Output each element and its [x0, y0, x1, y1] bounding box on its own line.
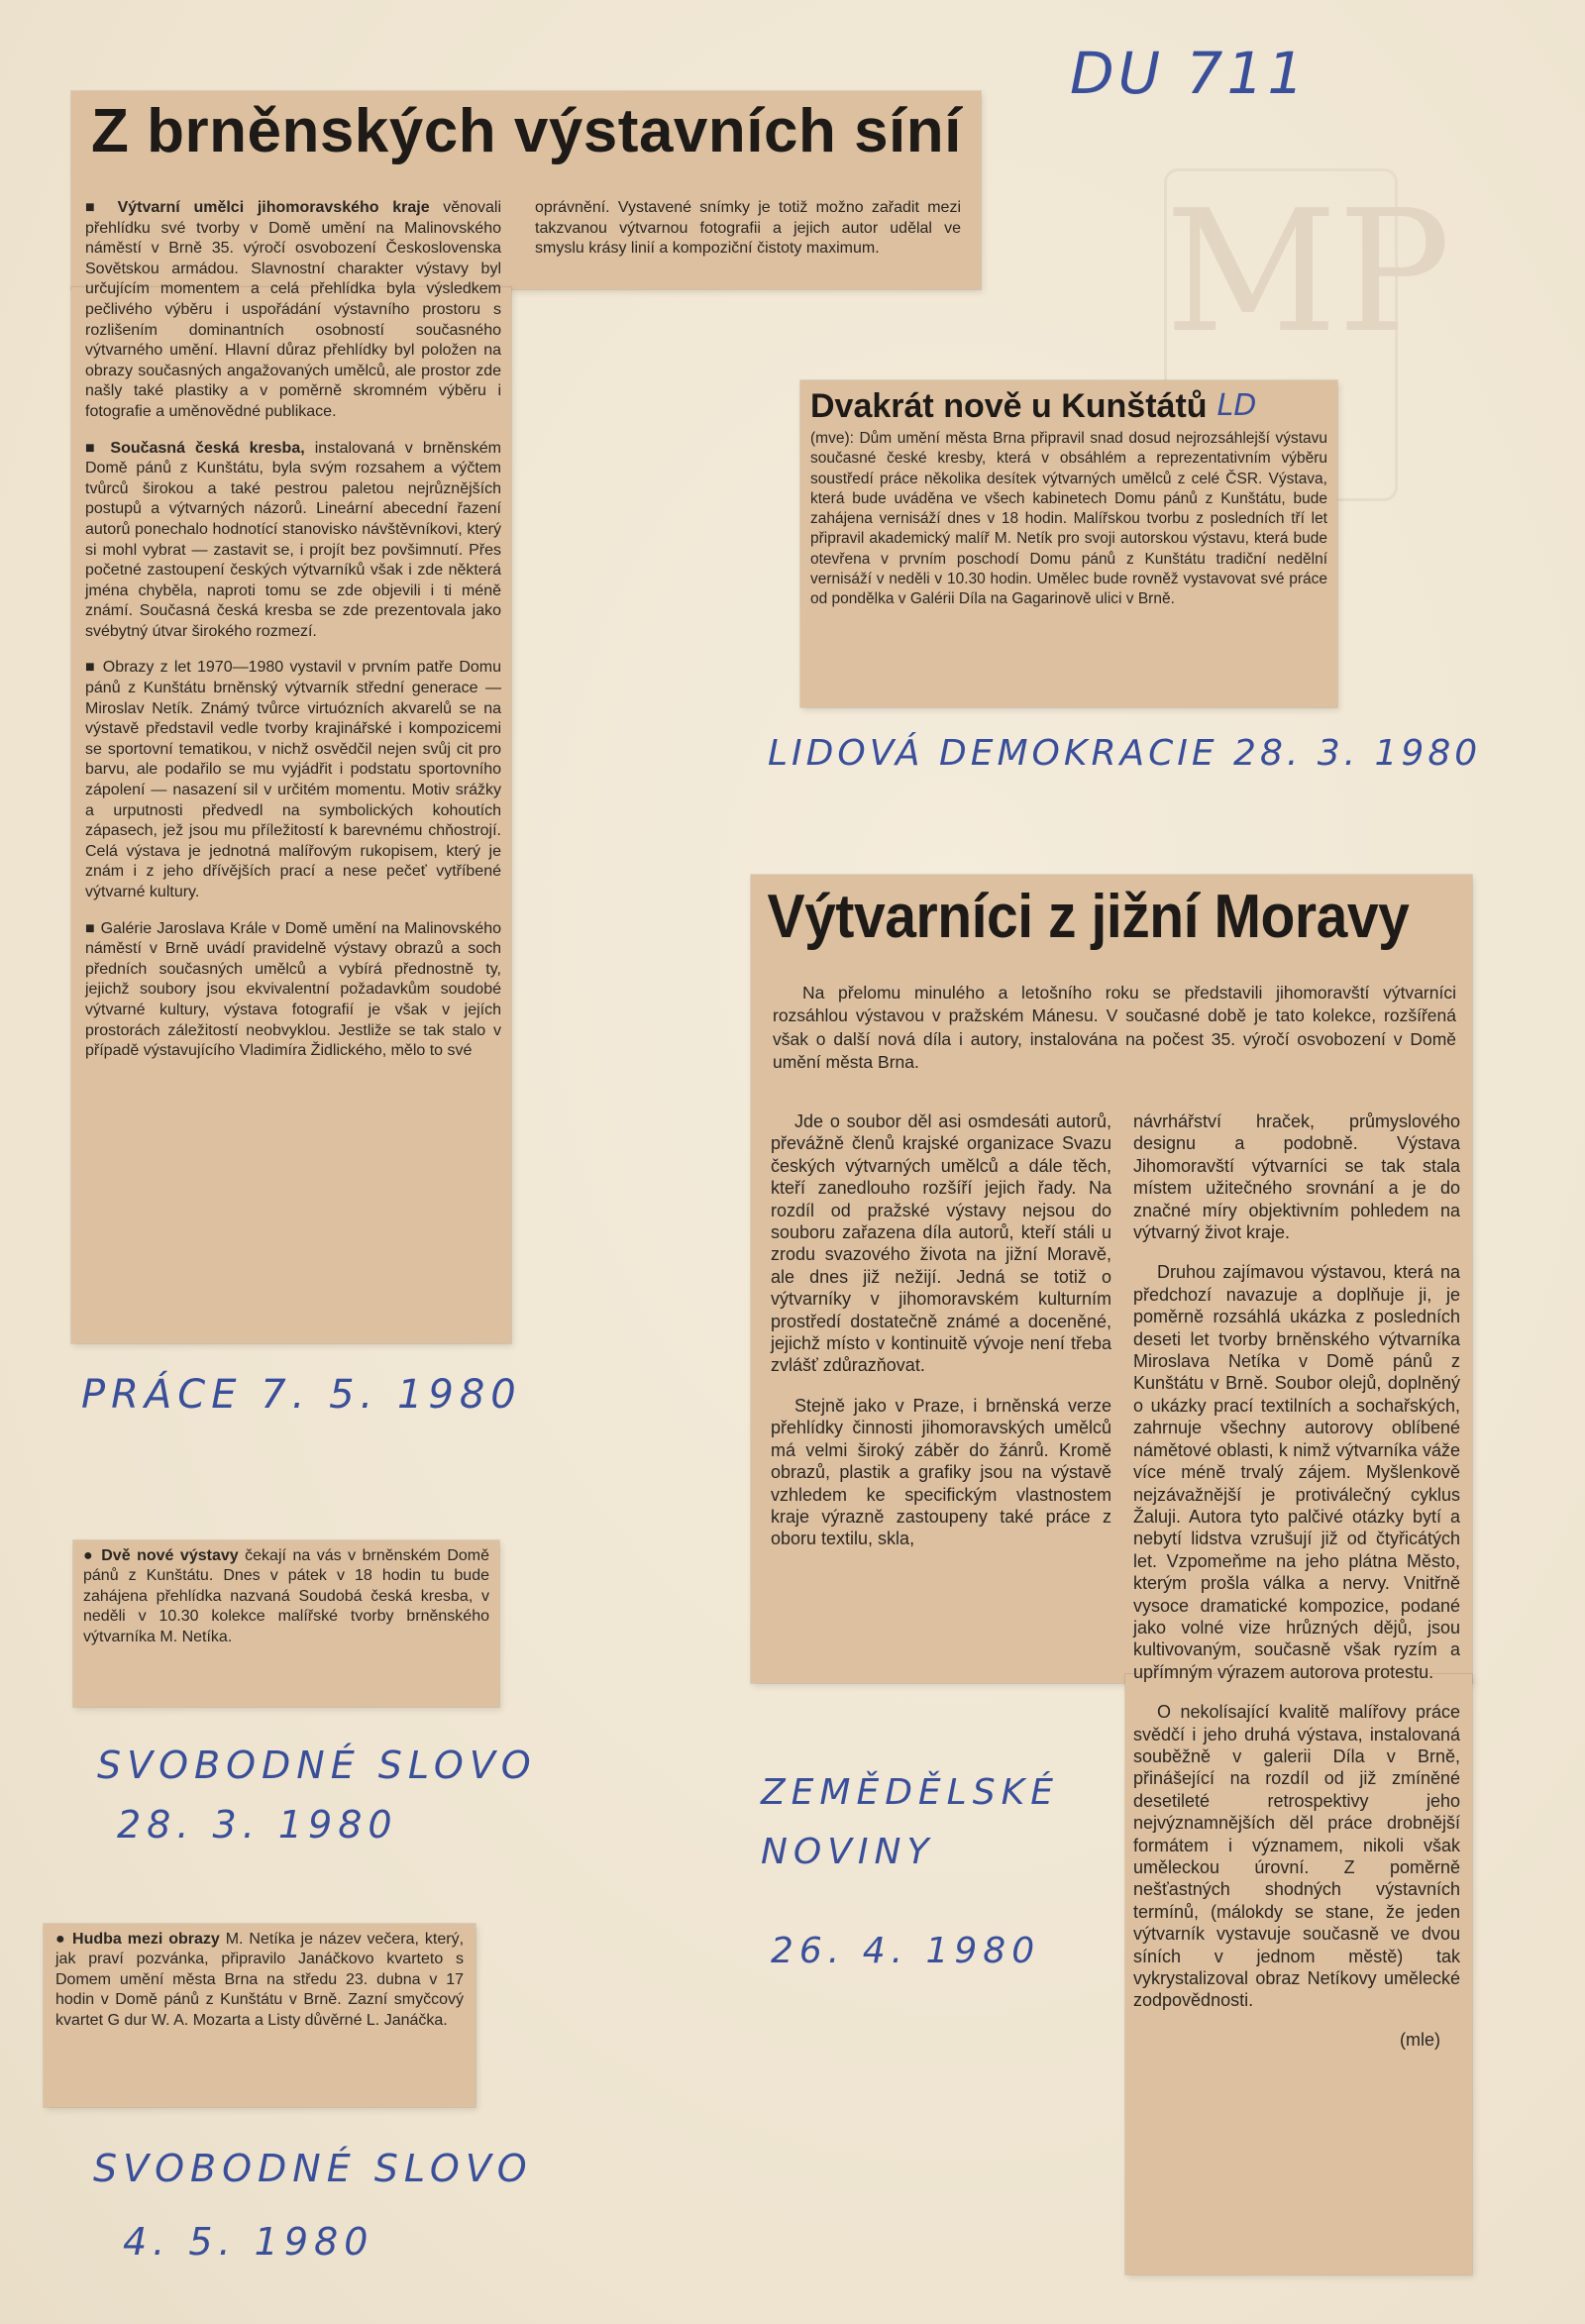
paragraph-text: Galérie Jaroslava Krále v Domě umění na Malinovského náměstí v Brně uvádí pravidelně výstavy obrazů a soch předních současných umělců a vybírá přednostně ty, jejichž soubory jsou ekvivalentní požadavkům soudobé výtvarné kultury, výstava fotografií je však v jejích prostorách záležitostí neobvyklou. Jestliže se tak stalo v případě výstavujícího Vladimíra Židlického, mělo to své [85, 919, 502, 1060]
clipping-dve-nove-vystavy [73, 1540, 499, 1707]
paragraph [83, 1546, 489, 1647]
clipping-dvakrat-nove [800, 380, 1337, 707]
source-date: 4. 5. 1980 [123, 2220, 374, 2264]
paragraph-text: věnovali přehlídku své tvorby v Domě umění na Malinovského náměstí v Brně 35. výročí osvobození Československa Sovětskou armádou. Slavnostní charakter výstavy byl určujícím momentem a celá přehlídka byla výsledkem pečlivého výběru i uspořádání výstavního prostoru s rozlišením dominantních osobností současného výtvarného umění. Hlavní důraz přehlídky byl položen na obrazy současných angažovaných umělců, ale prostor zde našly také plastiky a v poměrně skromném výběru i fotografie a uměnovědné publikace. [85, 199, 501, 420]
column-1 [771, 1093, 1111, 1568]
handwritten-source-lidova-demokracie: LIDOVÁ DEMOKRACIE 28. 3. 1980 [768, 733, 1482, 774]
column-1 [85, 182, 501, 1078]
watermark-seal: MP [1165, 174, 1451, 370]
lead-paragraph: Na přelomu minulého a letošního roku se představili jihomoravští výtvarníci rozsáhlou výstavou v pražském Mánesu. V současné době je tato kolekce, rozšířená však o další nová díla i autory, instalována na počest 35. výročí osvobození v Domě umění města Brna. [773, 982, 1456, 1072]
paragraph-lead: Výtvarní umělci jihomoravského kraje [117, 199, 430, 216]
signature: (mle) [1400, 2029, 1440, 2050]
handwritten-source-svobodne-slovo-1 [97, 1736, 537, 1854]
column-2 [535, 182, 961, 275]
paragraph [85, 919, 501, 1062]
paragraph: oprávnění. Vystavené snímky je totiž možno zařadit mezi takzvanou výtvarnou fotografii a jejich autor udělal ve smyslu krásy linií a kompoziční čistoty maximum. [535, 199, 961, 258]
source-name: SVOBODNÉ SLOVO [93, 2147, 533, 2190]
headline: Výtvarníci z jižní Moravy [767, 883, 1410, 951]
paragraph: návrhářství hraček, průmyslového designu a podobně. Výstava Jihomoravští výtvarníci se tak stala místem užitečného srovnání a je do značné míry objektivním pohledem na výtvarný život kraje. [1133, 1111, 1460, 1243]
source-date: 26. 4. 1980 [771, 1931, 1041, 1971]
column-2 [1133, 1093, 1460, 2067]
source-name: SVOBODNÉ SLOVO [97, 1743, 537, 1787]
paragraph-lead: Dvě nové výstavy [101, 1547, 239, 1564]
source-name-line-1: ZEMĚDĚLSKÉ [761, 1772, 1059, 1813]
source-name-line-2: NOVINY [761, 1832, 935, 1872]
source-date: 28. 3. 1980 [117, 1803, 398, 1847]
headline: Dvakrát nově u Kunštátů [810, 386, 1208, 425]
handwritten-source-svobodne-slovo-2 [93, 2132, 533, 2278]
clipping-hudba-mezi-obrazy [44, 1924, 476, 2107]
archive-mark: DU 711 [1070, 40, 1309, 107]
clipping-1-content [71, 91, 981, 1060]
paragraph-lead: Současná česká kresba, [110, 439, 305, 457]
handwritten-mark: LD [1216, 388, 1257, 423]
paragraph: Stejně jako v Praze, i brněnská verze přehlídky činnosti jihomoravských umělců má velmi široký záběr do žánrů. Kromě obrazů, plastik a grafiky jsou na výstavě vzhledem ke specifickým vlastnostem kraje výrazně zastoupeny také práce z oboru textilu, skla, [771, 1395, 1111, 1549]
paragraph: Jde o soubor děl asi osmdesáti autorů, převážně členů krajské organizace Svazu českých výtvarných umělců a dále těch, kteří zanedlouho rozšíří jejich řady. Na rozdíl od pražské výstavy nejsou do souboru zařazena díla autorů, kteří stáli u zrodu svazového života na jižní Moravě, ale dnes již nežijí. Jedná se totiž o výtvarníky v jihomoravském kulturním prostředí dostatečně známé a doceněné, jejichž místo v kontinuitě vývoje není třeba zvlášť zdůrazňovat. [771, 1111, 1111, 1376]
paragraph-lead: Hudba mezi obrazy [72, 1931, 220, 1948]
paragraph [85, 198, 501, 423]
paragraph-text: instalovaná v brněnském Domě pánů z Kunštátu, byla svým rozsahem a výčtem tvůrců širokou a také pestrou paletou nejrůznějších postupů a výtvarných názorů. Lineární abecední řazení autorů ponechalo hodnotící stanovisko návštěvníkovi, který si mohl vybrat — zastavit se, i projít bez povšimnutí. Přes početné zastoupení českých výtvarníků však i zde některá jména chyběla, naproti tomu se zde objevili i ti méně známí. Současná česká kresba se zde prezentovala jako svébytný útvar širokého rozmezí. [85, 439, 502, 640]
paragraph: Druhou zajímavou výstavou, která na předchozí navazuje a doplňuje ji, je poměrně rozsáhlá ukázka z posledních deseti let tvorby brněnského výtvarníka Miroslava Netíka v Domě pánů z Kunštátu v Brně. Soubor olejů, doplněný o ukázky prací textilních a sochařských, zahrnuje všechny autorovy oblíbené námětové oblasti, k nimž výtvarníka váže více méně trvalý zájem. Myšlenkově nejzávažnější je protiválečný cyklus Žaluji. Autora tyto palčivé otázky bytí a nebytí lidstva vzrušují již od čtyřicátých let. Vzpomeňme na jeho plátna Město, kterým prošla válka a nervy. Vnitřně vysoce dramatické kompozice, podané jako volné vize hrůzných dějů, jsou kultivovaným, současně však ryzím a upřímným výrazem autorova protestu. [1133, 1262, 1460, 1682]
paragraph [55, 1930, 464, 2031]
paragraph-text: Obrazy z let 1970—1980 vystavil v prvním patře Domu pánů z Kunštátu brněnský výtvarník střední generace — Miroslav Netík. Známý tvůrce virtuózních akvarelů se na výstavě představil vedle tvorby krajinářské i kompozicemi se sportovní tematikou, v nichž osvědčil nejen svůj cit pro barvu, ale podařilo se mu vyjádřit i podstatu sportovního zápolení — nasazení sil v určitém momentu. Motiv srážky a urputnosti předvedl na symbolických kohoutích zápasech, jež jsou mu příležitostí k barevnému chňostrojí. Celá výstava je jednotná malířovým rukopisem, který je znám i z jeho dřívějších prací a nese pečeť vytříbené výtvarné kultury. [85, 659, 502, 900]
handwritten-source-prace: PRÁCE 7. 5. 1980 [81, 1372, 522, 1418]
paragraph-text: M. Netíka je název večera, který, jak praví pozvánka, připravilo Janáčkovo kvarteto s Domem umění města Brna na středu 23. dubna v 17 hodin v Domě pánů z Kunštátu v Brně. Zazní smyčcový kvartet G dur W. A. Mozarta a Listy důvěrné L. Janáčka. [55, 1931, 465, 2029]
paragraph [85, 439, 501, 643]
headline: Z brněnských výstavních síní [91, 97, 962, 165]
paragraph [85, 658, 501, 902]
paragraph: O nekolísající kvalitě malířovy práce svědčí i jeho druhá výstava, instalovaná souběžně v galerii Díla v Brně, přinášející na rozdíl od již zmíněné desetileté retrospektivy jeho nejvýznamnějších děl práce drobnější formátem i významem, nikoli však uměleckou úrovní. Z poměrně nešťastných shodných výstavních termínů, (málokdy se stane, že jeden výtvarník vystavuje současně ve dvou síních v jednom městě) tak vykrystalizoval obraz Netíkovy umělecké zodpovědnosti. [1133, 1702, 1460, 2011]
handwritten-source-zemedelske-noviny [761, 1763, 1059, 1981]
paragraph-text: čekají na vás v brněnském Domě pánů z Kunštátu. Dnes v pátek v 18 hodin tu bude zahájena přehlídka nazvaná Soudobá česká kresba, v neděli v 10.30 kolekce malířské tvorby brněnského výtvarníka M. Netíka. [83, 1547, 489, 1645]
paragraph: (mve): Dům umění města Brna připravil snad dosud nejrozsáhlejší výstavu současné české kresby, která v obsáhlém a reprezentativním výběru soustředí práce několika desítek výtvarných umělců z celé ČSR. Výstava, která bude uváděna ve všech kabinetech Domu pánů z Kunštátu, bude zahájena vernisáží dnes v 18 hodin. Malířskou tvorbu z posledních tří let připravil akademický malíř M. Netík pro svoji autorskou výstavu, která bude otevřena v prvním poschodí Domu pánů z Kunštátu tradiční nedělní vernisáží v neděli v 10.30 hodin. Umělec bude rovněž vystavovat své práce od pondělka v Galérii Díla na Gagarinově ulici v Brně. [810, 430, 1327, 608]
